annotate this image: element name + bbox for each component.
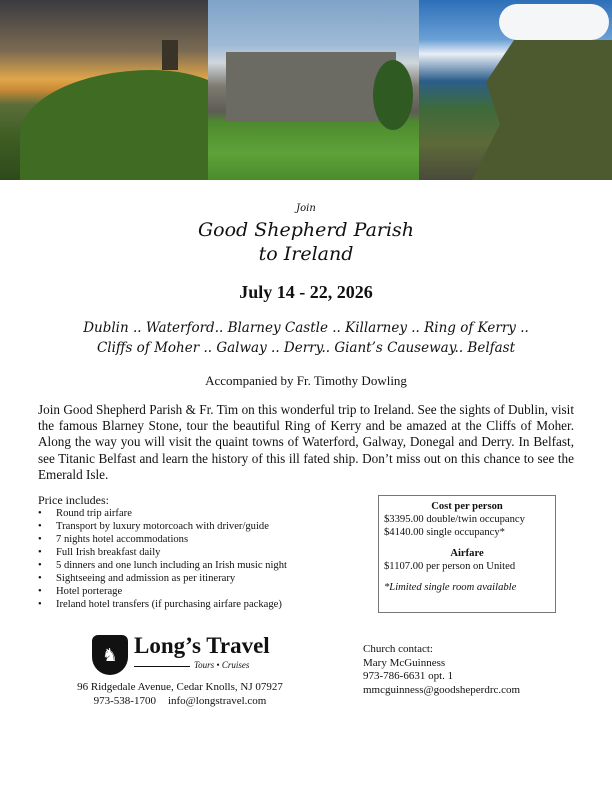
contact-name: Mary McGuinness: [363, 656, 446, 669]
list-item: • Transport by luxury motorcoach with driver/guide: [38, 520, 287, 533]
list-item: • Ireland hotel transfers (if purchasing airfare package): [38, 598, 287, 611]
trip-dates: July 14 - 22, 2026: [239, 282, 373, 302]
price-includes-heading: Price includes:: [38, 493, 109, 507]
list-item: • Hotel porterage: [38, 585, 287, 598]
page-title: [0, 218, 612, 266]
agency-phone: 973-538-1700: [93, 695, 156, 707]
single-room-note: *Limited single room available: [384, 582, 517, 593]
join-text: Join: [296, 203, 316, 214]
coastal-cliffs-photo: [419, 0, 612, 180]
destinations-line-1: Dublin .. Waterford.. Blarney Castle .. Killarney .. Ring of Kerry ..: [83, 320, 529, 336]
church-contact: [363, 643, 520, 697]
list-item: • Sightseeing and admission as per itinerary: [38, 572, 287, 585]
agency-name: Long’s Travel: [134, 633, 270, 658]
contact-phone: 973-786-6631 opt. 1: [363, 670, 454, 682]
contact-email[interactable]: mmcguinness@goodsheperdrc.com: [363, 683, 521, 696]
price-includes-list: [38, 507, 287, 611]
trip-description: Join Good Shepherd Parish & Fr. Tim on this wonderful trip to Ireland. See the sights of Dublin, visit the famous Blarney Stone, tour the beautiful Ring of Kerry and be amazed at the Cliffs of Moher. Along the way you will visit the quaint towns of Waterford, Galway, Donegal and Derry. In Belfast, see Titanic Belfast and learn the history of this ill fated ship. Don’t miss out on this chance to see the Emerald Isle.: [38, 402, 574, 482]
list-item: • Round trip airfare: [38, 507, 287, 520]
agency-email[interactable]: info@longstravel.com: [167, 695, 267, 707]
agency-logo: [92, 633, 292, 677]
destinations: [30, 318, 582, 358]
crest-icon: ♞: [92, 635, 128, 675]
agency-address-block: [40, 680, 320, 708]
list-item: • Full Irish breakfast daily: [38, 546, 287, 559]
agency-address: 96 Ridgedale Avenue, Cedar Knolls, NJ 07927: [77, 681, 283, 693]
cost-double: $3395.00 double/twin occupancy: [384, 514, 525, 525]
airfare-heading: Airfare: [450, 548, 484, 559]
accompanied-by: Accompanied by Fr. Timothy Dowling: [205, 373, 407, 388]
list-item: • 7 nights hotel accommodations: [38, 533, 287, 546]
logo-divider: [134, 666, 190, 667]
contact-label: Church contact:: [363, 643, 433, 655]
agency-tagline: Tours • Cruises: [194, 660, 250, 670]
header-photo-strip: [0, 0, 612, 180]
list-item: • 5 dinners and one lunch including an Irish music night: [38, 559, 287, 572]
destinations-line-2: Cliffs of Moher .. Galway .. Derry.. Giant’s Causeway.. Belfast: [96, 340, 516, 356]
title-line-1: Good Shepherd Parish: [197, 219, 415, 241]
cost-box: [378, 495, 556, 613]
cost-heading: Cost per person: [431, 501, 503, 512]
title-line-2: to Ireland: [258, 243, 354, 265]
cliff-tower-sunset-photo: [0, 0, 208, 180]
castle-lawn-photo: [208, 0, 419, 180]
cost-single: $4140.00 single occupancy*: [384, 527, 505, 538]
airfare-price: $1107.00 per person on United: [384, 561, 516, 572]
